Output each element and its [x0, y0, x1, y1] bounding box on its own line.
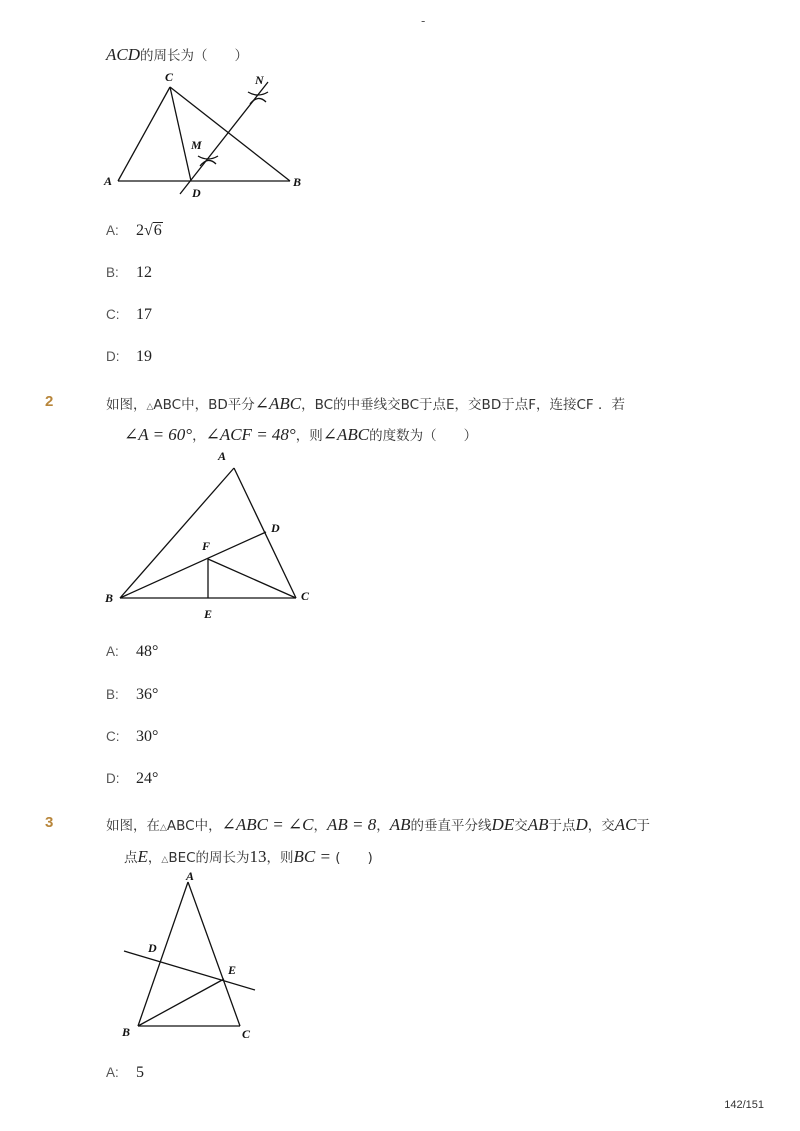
q3-text-12: BEC的周长为 — [168, 850, 250, 866]
q2-option-c[interactable] — [106, 728, 158, 746]
q2-math-abc2: ∠ABC — [322, 425, 370, 444]
q1-label-b: B — [293, 175, 302, 189]
header-mark: - — [421, 14, 426, 28]
q3-figure — [110, 868, 270, 1048]
q2-option-b[interactable] — [106, 686, 158, 704]
q3-stem-line1 — [106, 814, 650, 835]
q3-text-11: ， — [147, 850, 162, 866]
q2-stem-line1 — [106, 393, 625, 414]
q3-text-6: 交 — [514, 818, 528, 834]
q2-line-fc — [208, 559, 296, 598]
q2-text-5: ，则 — [295, 428, 323, 444]
q2-option-d-letter: D: — [106, 771, 120, 786]
q3-text-1: 如图，在 — [106, 818, 160, 834]
q3-line-ab — [138, 882, 188, 1026]
q2-stem-line2 — [124, 424, 477, 445]
q3-option-a[interactable] — [106, 1064, 144, 1082]
q1-option-b-letter: B: — [106, 265, 119, 280]
q1-figure — [100, 70, 320, 205]
q1-label-d: D — [192, 186, 201, 200]
q1-label-m: M — [191, 138, 202, 152]
triangle-icon: △ — [161, 855, 169, 865]
q3-text-7: 于点 — [548, 818, 576, 834]
q2-text-4: ， — [192, 428, 206, 444]
q3-label-d: D — [148, 941, 157, 955]
q3-option-a-letter: A: — [106, 1065, 119, 1080]
q2-option-d[interactable] — [106, 770, 158, 788]
q2-option-a-value: 48° — [136, 643, 159, 660]
q2-option-d-value: 24° — [136, 770, 159, 787]
q3-option-a-value: 5 — [136, 1064, 144, 1081]
q3-label-b: B — [122, 1025, 131, 1039]
q3-text-10: 点 — [124, 850, 138, 866]
q2-option-c-letter: C: — [106, 729, 120, 744]
q3-math-bc: BC = — [293, 847, 336, 866]
q1-option-c-letter: C: — [106, 307, 120, 322]
q1-option-b-value: 12 — [136, 264, 152, 281]
q2-option-a-letter: A: — [106, 644, 119, 659]
q1-line-ac — [118, 87, 170, 181]
q2-option-a[interactable] — [106, 643, 158, 661]
q1-option-c-value: 17 — [136, 306, 152, 323]
q2-label-b: B — [105, 591, 114, 605]
q3-math-de: DE — [491, 815, 515, 834]
q3-math-13: 13 — [249, 847, 267, 866]
q3-line-ac — [188, 882, 240, 1026]
q2-text-3: ，BC的中垂线交BC于点E，交BD于点F，连接CF ．若 — [301, 397, 625, 413]
q2-math-acf48: ∠ACF = 48° — [205, 425, 296, 444]
q2-math-abc: ∠ABC — [254, 394, 302, 413]
q2-option-b-letter: B: — [106, 687, 119, 702]
q2-line-ab — [120, 468, 234, 598]
q3-text-2: ABC中， — [166, 818, 222, 834]
q1-label-n: N — [255, 73, 264, 87]
q3-text-14: ( ) — [335, 850, 373, 866]
q2-number: 2 — [45, 393, 54, 410]
q1-math-acd: ACD — [106, 45, 140, 64]
q1-option-d-letter: D: — [106, 349, 120, 364]
q2-option-b-value: 36° — [136, 686, 159, 703]
q2-label-d: D — [271, 521, 280, 535]
triangle-icon: △ — [146, 402, 154, 412]
q2-figure — [100, 448, 330, 623]
q1-option-d-value: 19 — [136, 348, 152, 365]
q1-label-c: C — [165, 70, 174, 84]
q2-text-1: 如图， — [106, 397, 147, 413]
q1-stem-tail — [106, 44, 248, 65]
q3-math-d: D — [575, 815, 588, 834]
q1-arc-n1 — [248, 92, 268, 95]
q1-option-d[interactable] — [106, 348, 152, 366]
q2-label-e: E — [204, 607, 213, 621]
q2-label-c: C — [301, 589, 310, 603]
triangle-icon: △ — [160, 823, 167, 833]
q3-stem-line2 — [124, 846, 373, 867]
q3-text-4: ， — [376, 818, 390, 834]
page-number: 142/151 — [724, 1099, 764, 1111]
q1-label-a: A — [104, 174, 113, 188]
q3-label-e: E — [228, 963, 237, 977]
q2-math-a60: ∠A = 60° — [124, 425, 193, 444]
q1-option-c[interactable] — [106, 306, 152, 324]
q2-label-f: F — [202, 539, 211, 553]
q3-math-ac: AC — [614, 815, 637, 834]
q3-math-ab8: AB = 8 — [327, 815, 377, 834]
q1-option-a-coef: 2 — [136, 222, 144, 239]
q1-arc-n2 — [250, 98, 266, 104]
q1-option-a-letter: A: — [106, 223, 119, 238]
q2-label-a: A — [218, 449, 227, 463]
q3-math-abc-c: ∠ABC = ∠C — [221, 815, 314, 834]
q3-label-a: A — [186, 869, 195, 883]
q1-option-b[interactable] — [106, 264, 152, 282]
q3-text-9: 于 — [636, 818, 651, 834]
q2-option-c-value: 30° — [136, 728, 159, 745]
q3-text-3: ， — [313, 818, 328, 834]
q1-option-a-radicand: 6 — [153, 222, 162, 239]
q3-math-ab2: AB — [527, 815, 549, 834]
q3-math-ab: AB — [389, 815, 411, 834]
q3-label-c: C — [242, 1027, 251, 1041]
q1-stem-text: 的周长为（ ） — [140, 48, 248, 64]
q3-text-13: ，则 — [266, 850, 294, 866]
q3-text-8: ，交 — [587, 818, 615, 834]
q3-text-5: 的垂直平分线 — [410, 818, 492, 834]
q3-line-be — [138, 979, 224, 1026]
q2-text-6: 的度数为（ ） — [369, 428, 478, 444]
q3-math-e: E — [137, 847, 148, 866]
q2-text-2: ABC中，BD平分 — [153, 397, 255, 413]
q1-option-a[interactable]: A: 2√6 — [106, 222, 162, 239]
q3-number: 3 — [45, 814, 54, 831]
q2-line-bd — [120, 532, 266, 598]
